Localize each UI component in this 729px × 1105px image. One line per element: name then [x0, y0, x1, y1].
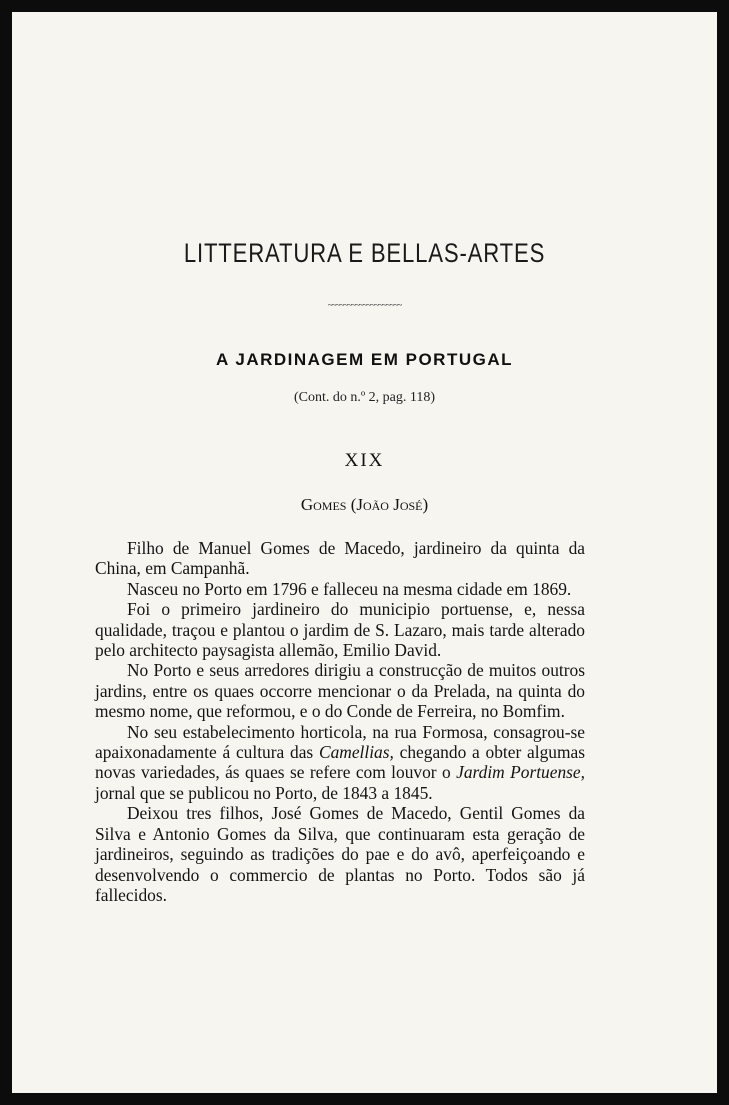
paragraph-4: No Porto e seus arredores dirigiu a construcção de muitos outros jardins, entre os quaes occorre mencionar o da Prelada, na quinta do mesmo nome, que reformou, e o do Conde de Ferreira, no Bomfim.	[95, 660, 585, 722]
article-body	[95, 538, 585, 905]
paragraph-5	[95, 722, 585, 804]
continuation-note: (Cont. do n.º 2, pag. 118)	[293, 390, 436, 405]
title-ornament: ~~~~~~~~~~~~~~~~~~~	[327, 300, 402, 310]
subject-name: Gomes (João José)	[300, 495, 429, 514]
paragraph-5-part-2: chegando a obter algumas novas variedades, ás quaes se refere com louvor o	[95, 742, 585, 783]
paragraph-1: Filho de Manuel Gomes de Macedo, jardineiro da quinta da China, em Campanhã.	[95, 538, 585, 579]
article-title: A JARDINAGEM EM PORTUGAL	[216, 350, 513, 369]
camellias-italic: Camellias,	[318, 742, 394, 763]
jardim-portuense-italic: Jardim Portuense,	[456, 762, 585, 783]
paragraph-3: Foi o primeiro jardineiro do municipio portuense, e, nessa qualidade, traçou e plantou o jardim de S. Lazaro, mais tarde alterado pelo architecto paysagista allemão, Emilio David.	[95, 599, 585, 661]
section-title: LITTERATURA E BELLAS-ARTES	[183, 238, 546, 268]
chapter-number: XIX	[344, 450, 385, 471]
document-page	[12, 12, 717, 1093]
paragraph-5-part-3: jornal que se publicou no Porto, de 1843 a 1845.	[95, 782, 433, 803]
paragraph-2: Nasceu no Porto em 1796 e falleceu na mesma cidade em 1869.	[127, 578, 572, 599]
paragraph-5-part-1: No seu estabelecimento horticola, na rua Formosa, consagrou-se apaixonadamente á cultura das	[95, 721, 585, 763]
paragraph-6: Deixou tres filhos, José Gomes de Macedo, Gentil Gomes da Silva e Antonio Gomes da Silva, que continuaram esta geração de jardineiros, seguindo as tradições do pae e do avô, aperfeiçoando e desenvolvendo o commercio de plantas no Porto. Todos são já fallecidos.	[95, 803, 585, 905]
